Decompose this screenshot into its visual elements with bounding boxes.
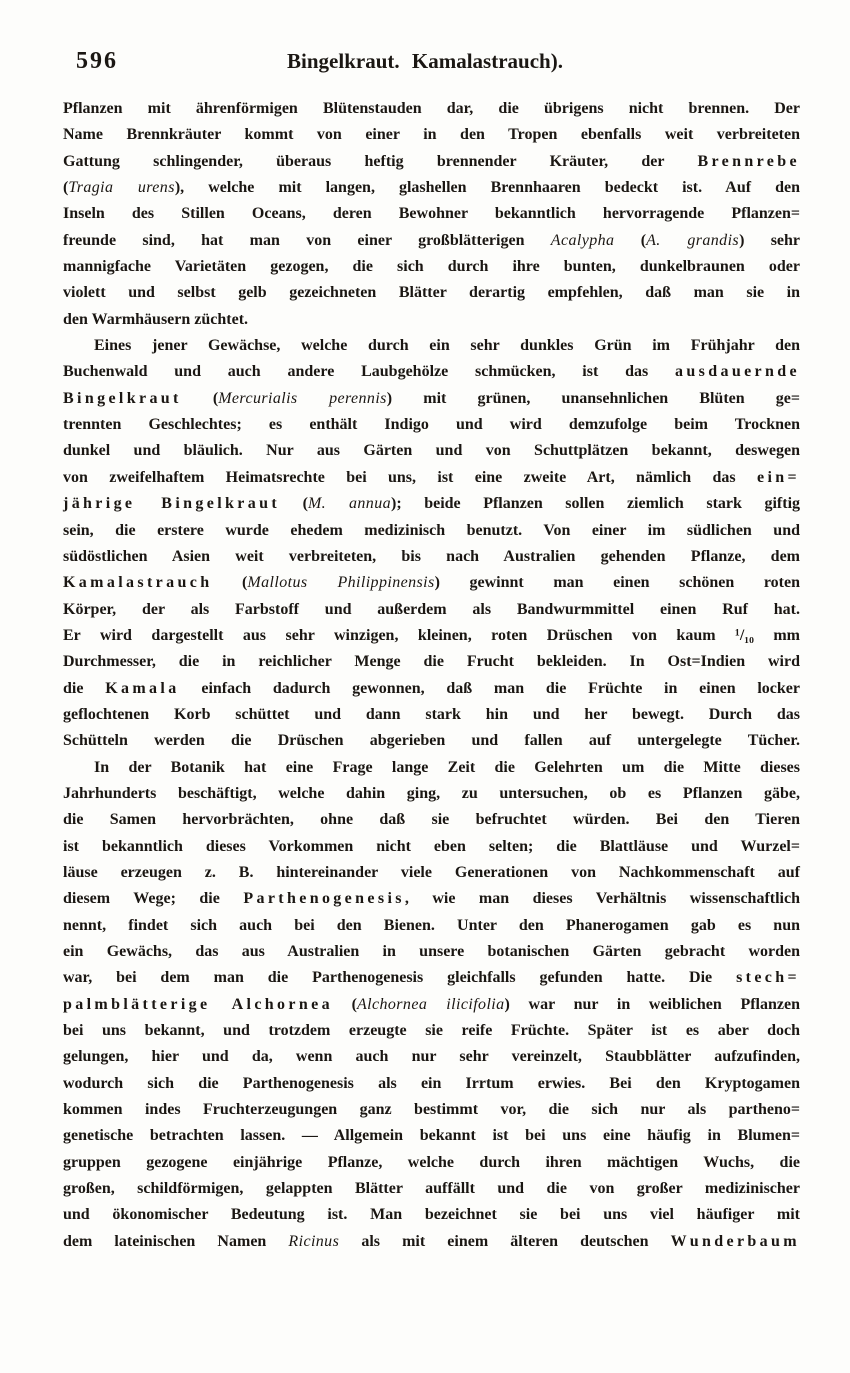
text-run: ); beide Pflanzen sollen ziemlich stark giftig: [391, 495, 801, 513]
text-run: ) mit grünen, unansehnlichen Blüten ge=: [386, 389, 801, 407]
text-line: [63, 676, 800, 702]
emphasized-term: Brennrebe: [697, 152, 800, 170]
text-run: gruppen gezogene einjährige Pflanze, welche durch ihren mächtigen Wuchs, die: [63, 1153, 800, 1171]
text-line: [63, 597, 800, 623]
latin-species-name: A. grandis: [646, 231, 740, 249]
text-run: die: [63, 679, 106, 697]
text-line: [63, 1018, 800, 1044]
emphasized-term: jährige Bingelkraut: [63, 495, 281, 513]
text-line: [63, 781, 800, 807]
emphasized-term: Wunderbaum: [670, 1232, 800, 1250]
text-run: Jahrhunderts beschäftigt, welche dahin ging, zu untersuchen, ob es Pflanzen gäbe,: [63, 784, 800, 802]
text-run: läuse erzeugen z. B. hintereinander viele Generationen von Nachkommenschaft auf: [63, 863, 800, 881]
text-run: , wie man dieses Verhältnis wissenschaftlich: [404, 890, 801, 908]
text-line: [63, 491, 800, 517]
text-run: die Samen hervorbrächten, ohne daß sie befruchtet würden. Bei den Tieren: [63, 811, 800, 829]
text-line: [63, 1202, 800, 1228]
text-run: ) war nur in weiblichen Pflanzen: [504, 995, 801, 1013]
text-block: [63, 96, 800, 1255]
text-run: großen, schildförmigen, gelappten Blätter auffällt und die von großer medizinischer: [63, 1180, 800, 1198]
text-run: dunkel und bläulich. Nur aus Gärten und von Schuttplätzen bekannt, deswegen: [63, 442, 800, 460]
emphasized-term: Kamala: [105, 679, 180, 697]
text-line: [63, 649, 800, 675]
text-run: trennten Geschlechtes; es enthält Indigo und wird demzufolge beim Trocknen: [63, 416, 800, 434]
text-line: [63, 280, 800, 306]
text-run: Name Brennkräuter kommt von einer in den Tropen ebenfalls weit verbreiteten: [63, 126, 800, 144]
text-run: In der Botanik hat eine Frage lange Zeit die Gelehrten um die Mitte dieses: [94, 758, 800, 776]
text-run: war, bei dem man die Parthenogenesis gleichfalls gefunden hatte. Die: [63, 969, 737, 987]
latin-species-name: Mercurialis perennis: [218, 389, 387, 407]
text-run: wodurch sich die Parthenogenesis als ein Irrtum erwies. Bei den Kryptogamen: [63, 1074, 800, 1092]
text-run: Eines jener Gewächse, welche durch ein sehr dunkles Grün im Frühjahr den: [94, 337, 800, 355]
emphasized-term: Kamalastrauch: [63, 574, 213, 592]
text-run: Körper, der als Farbstoff und außerdem als Bandwurmmittel einen Ruf hat.: [63, 600, 800, 618]
text-run: Er wird dargestellt aus sehr winzigen, kleinen, roten Drüschen von kaum ¹/₁₀ mm: [63, 626, 800, 644]
running-title: Bingelkraut. Kamalastrauch).: [287, 49, 563, 73]
text-line: [63, 965, 800, 991]
text-run: gelungen, hier und da, wenn auch nur sehr vereinzelt, Staubblätter aufzufinden,: [63, 1048, 800, 1066]
text-run: ) sehr: [739, 231, 801, 249]
text-run: bei uns bekannt, und trotzdem erzeugte sie reife Früchte. Später ist es aber doch: [63, 1022, 800, 1040]
text-line: [63, 333, 800, 359]
text-run: (: [181, 389, 219, 407]
text-run: freunde sind, hat man von einer großblätterigen: [63, 231, 551, 249]
text-line: [63, 359, 800, 385]
text-line: [63, 807, 800, 833]
page-header: [0, 48, 850, 80]
text-run: von zweifelhaftem Heimatsrechte bei uns, ist eine zweite Art, nämlich das: [63, 468, 757, 486]
text-line: [63, 438, 800, 464]
text-run: genetische betrachten lassen. — Allgemein bekannt ist bei uns eine häufig in Blumen=: [63, 1127, 800, 1145]
text-run: (: [63, 179, 69, 197]
paragraph: [63, 755, 800, 1256]
text-line: [63, 201, 800, 227]
emphasized-term: stech=: [736, 969, 800, 987]
latin-species-name: M. annua: [307, 495, 392, 513]
text-line: [63, 1097, 800, 1123]
latin-species-name: Ricinus: [288, 1232, 340, 1250]
text-line: [63, 544, 800, 570]
text-line: [63, 254, 800, 280]
emphasized-term: ein=: [756, 468, 800, 486]
latin-species-name: Alchornea ilicifolia: [356, 995, 505, 1013]
text-line: [63, 834, 800, 860]
text-line: [63, 913, 800, 939]
latin-species-name: Acalypha: [550, 231, 615, 249]
text-line: [63, 465, 800, 491]
text-run: Inseln des Stillen Oceans, deren Bewohner bekanntlich hervorragende Pflanzen=: [63, 205, 800, 223]
text-run: Schütteln werden die Drüschen abgerieben und fallen auf untergelegte Tücher.: [63, 732, 800, 750]
text-run: Pflanzen mit ährenförmigen Blütenstauden dar, die übrigens nicht brennen. Der: [63, 100, 800, 117]
emphasized-term: Parthenogenesis: [243, 890, 405, 908]
text-run: dem lateinischen Namen: [63, 1232, 289, 1250]
text-line: [63, 755, 800, 781]
text-run: ) gewinnt man einen schönen roten: [434, 574, 800, 592]
text-line: [63, 518, 800, 544]
latin-species-name: Tragia urens: [68, 179, 175, 197]
text-line: [63, 702, 800, 728]
text-run: (: [332, 995, 357, 1013]
text-run: ist bekanntlich dieses Vorkommen nicht eben selten; die Blattläuse und Wurzel=: [63, 837, 800, 855]
text-line: [63, 96, 800, 122]
text-line: [63, 149, 800, 175]
text-line: [63, 386, 800, 412]
text-run: den Warmhäusern züchtet.: [63, 310, 249, 328]
text-run: diesem Wege; die: [63, 890, 244, 908]
text-run: einfach dadurch gewonnen, daß man die Früchte in einen locker: [179, 679, 800, 697]
text-line: [63, 122, 800, 148]
text-run: (: [212, 574, 248, 592]
text-run: (: [280, 495, 308, 513]
text-line: [63, 623, 800, 649]
emphasized-term: palmblätterige Alchornea: [63, 995, 333, 1013]
latin-species-name: Mallotus Philippinensis: [247, 574, 435, 592]
text-line: [63, 886, 800, 912]
emphasized-term: ausdauernde: [675, 363, 800, 381]
text-line: [63, 992, 800, 1018]
emphasized-term: Bingelkraut: [63, 389, 182, 407]
text-line: [63, 728, 800, 754]
text-line: [63, 1150, 800, 1176]
text-run: ein Gewächs, das aus Australien in unsere botanischen Gärten gebracht worden: [63, 943, 800, 960]
text-line: [63, 307, 800, 333]
text-run: und ökonomischer Bedeutung ist. Man bezeichnet sie bei uns viel häufiger mit: [63, 1206, 800, 1224]
text-run: nennt, findet sich auch bei den Bienen. Unter den Phanerogamen gab es nun: [63, 916, 800, 934]
text-run: kommen indes Fruchterzeugungen ganz bestimmt vor, die sich nur als partheno=: [63, 1101, 800, 1119]
text-line: [63, 860, 800, 886]
text-line: [63, 939, 800, 965]
text-line: [63, 1176, 800, 1202]
text-line: [63, 1123, 800, 1149]
text-run: sein, die erstere wurde ehedem medizinisch benutzt. Von einer im südlichen und: [63, 521, 800, 539]
text-run: ), welche mit langen, glashellen Brennhaaren bedeckt ist. Auf den: [174, 179, 800, 197]
text-run: südöstlichen Asien weit verbreiteten, bis nach Australien gehenden Pflanze, dem: [63, 547, 800, 565]
text-line: [63, 412, 800, 438]
text-line: [63, 570, 800, 596]
text-line: [63, 228, 800, 254]
page-number: 596: [76, 48, 118, 74]
text-run: Durchmesser, die in reichlicher Menge die Frucht bekleiden. In Ost=Indien wird: [63, 653, 800, 671]
text-run: geflochtenen Korb schüttet und dann stark hin und her bewegt. Durch das: [63, 705, 800, 723]
text-line: [63, 175, 800, 201]
text-run: Buchenwald und auch andere Laubgehölze schmücken, ist das: [63, 363, 676, 381]
text-run: mannigfache Varietäten gezogen, die sich durch ihre bunten, dunkelbraunen oder: [63, 258, 800, 276]
paragraph: [63, 96, 800, 333]
text-run: violett und selbst gelb gezeichneten Blätter derartig empfehlen, daß man sie in: [63, 284, 800, 302]
text-run: Gattung schlingender, überaus heftig brennender Kräuter, der: [63, 152, 698, 170]
text-run: als mit einem älteren deutschen: [339, 1232, 671, 1250]
text-line: [63, 1229, 800, 1255]
text-run: (: [614, 231, 647, 249]
paragraph: [63, 333, 800, 755]
text-line: [63, 1044, 800, 1070]
text-line: [63, 1071, 800, 1097]
